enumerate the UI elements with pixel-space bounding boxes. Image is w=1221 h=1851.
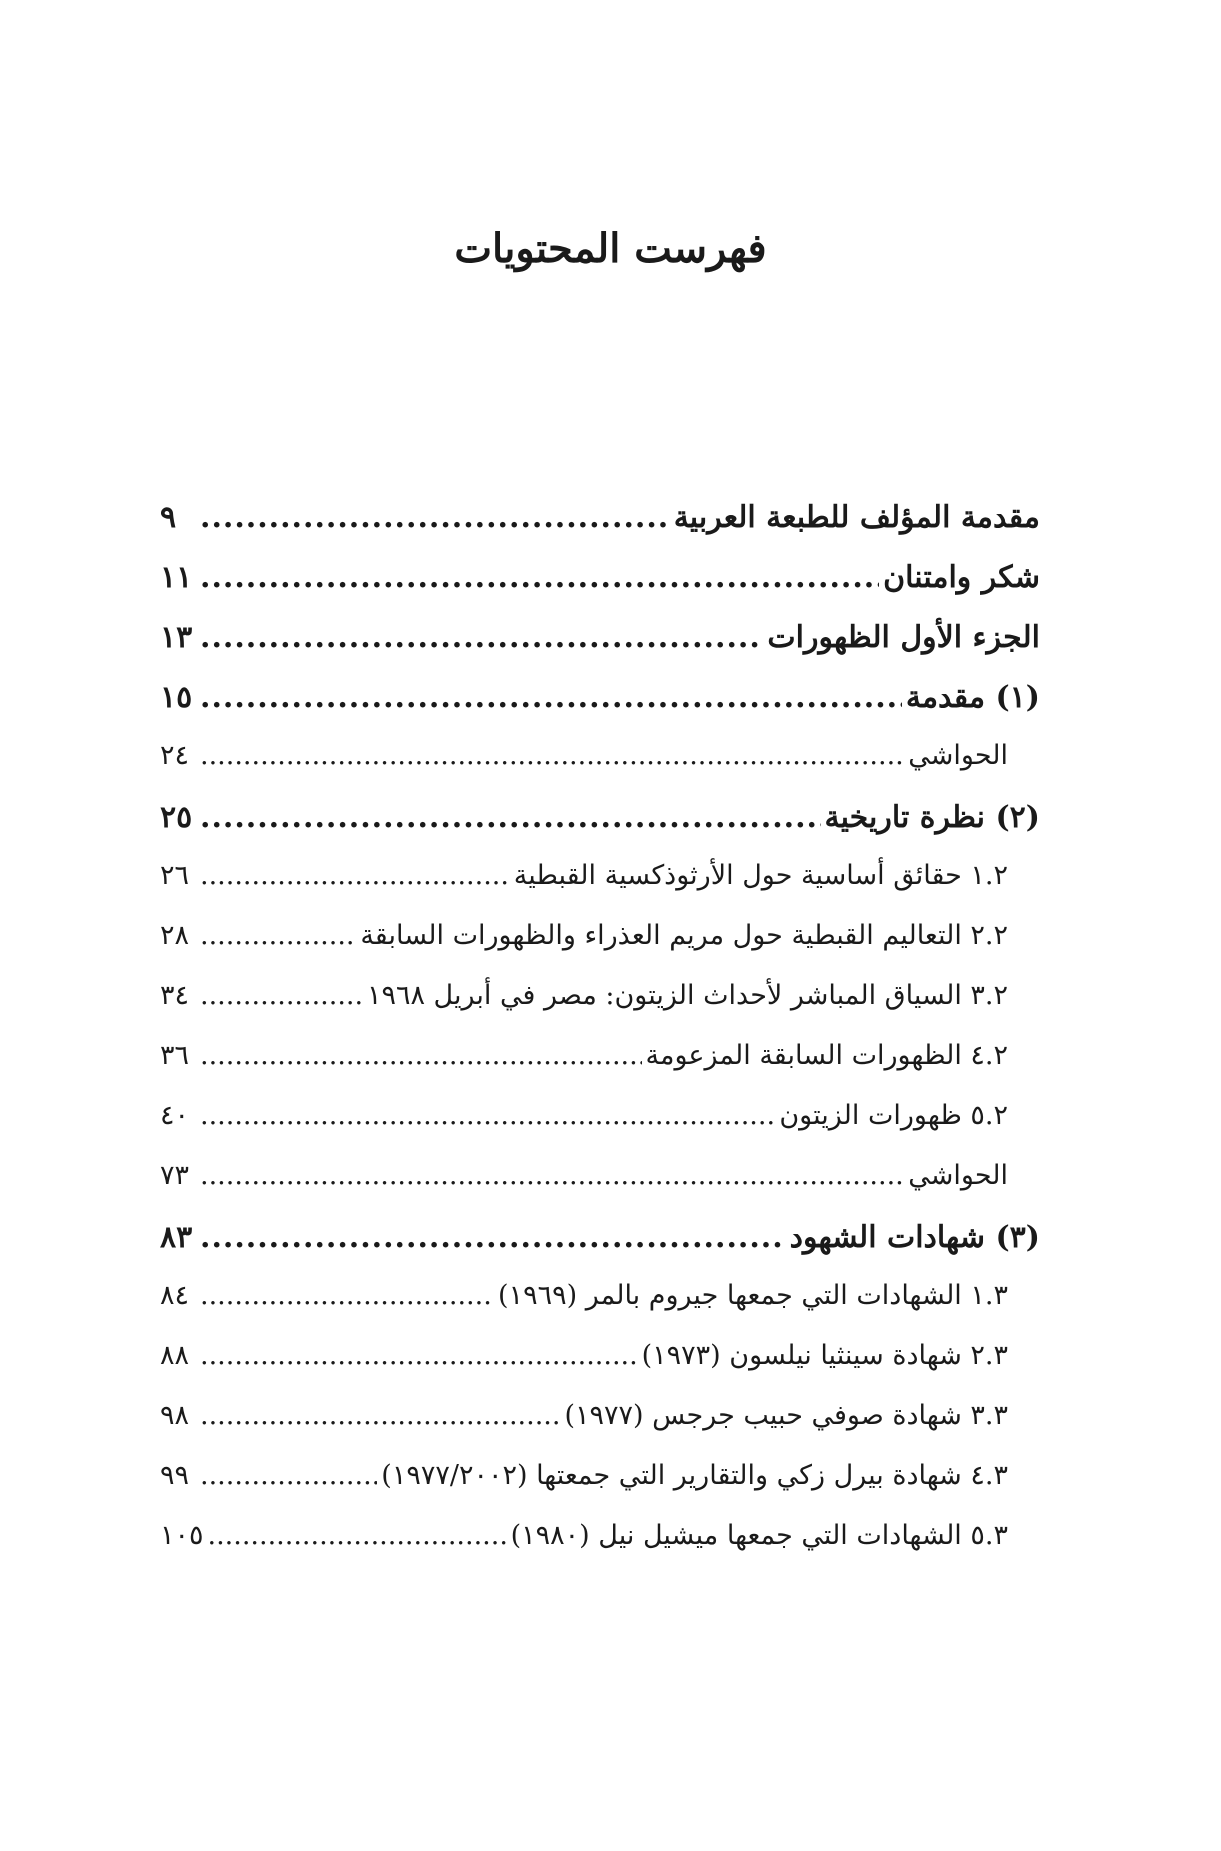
toc-entry-page-number: ٢٦ [160, 860, 190, 891]
toc-entry[interactable] [160, 1460, 1008, 1504]
toc-entry-label: ٥.٢ ظهورات الزيتون [779, 1100, 1008, 1131]
toc-entry[interactable] [160, 740, 1008, 784]
toc-entry-page-number: ٧٣ [160, 1160, 190, 1191]
dot-leader [200, 1040, 642, 1071]
toc-entry[interactable] [160, 1340, 1008, 1384]
dot-leader [200, 1280, 494, 1311]
toc-entry-label: الجزء الأول الظهورات [767, 620, 1040, 655]
toc-entry-label: شكر وامتنان [883, 560, 1040, 595]
toc-entry-page-number: ١٠٥ [160, 1520, 204, 1551]
dot-leader [200, 1220, 786, 1255]
dot-leader [200, 800, 821, 835]
dot-leader [200, 920, 356, 951]
dot-leader [200, 1400, 560, 1431]
toc-entry[interactable] [160, 1040, 1008, 1084]
toc-entry-label: ١.٢ حقائق أساسية حول الأرثوذكسية القبطية [513, 860, 1008, 891]
page-title: فهرست المحتويات [454, 225, 767, 272]
toc-entry-label: الحواشي [908, 740, 1008, 771]
dot-leader [200, 1460, 377, 1491]
toc-entry[interactable] [160, 1220, 1040, 1264]
toc-entry[interactable] [160, 1280, 1008, 1324]
toc-entry[interactable] [160, 1160, 1008, 1204]
toc-entry-label: مقدمة المؤلف للطبعة العربية [673, 500, 1040, 535]
toc-entry-page-number: ٤٠ [160, 1100, 190, 1131]
toc-entry-page-number: ١٥ [160, 680, 193, 715]
toc-entry-label: ١.٣ الشهادات التي جمعها جيروم بالمر (١٩٦٩) [498, 1280, 1008, 1311]
toc-entry-page-number: ٢٤ [160, 740, 190, 771]
toc-entry-label: (٢) نظرة تاريخية [824, 800, 1040, 835]
toc-entry-label: ٣.٣ شهادة صوفي حبيب جرجس (١٩٧٧) [564, 1400, 1008, 1431]
toc-entry[interactable] [160, 500, 1040, 544]
toc-entry-label: ٢.٢ التعاليم القبطية حول مريم العذراء والظهورات السابقة [360, 920, 1008, 951]
toc-entry-page-number: ٨٨ [160, 1340, 190, 1371]
toc-entry-label: ٢.٣ شهادة سينثيا نيلسون (١٩٧٣) [641, 1340, 1008, 1371]
dot-leader [200, 860, 510, 891]
toc-entry[interactable] [160, 800, 1040, 844]
dot-leader [200, 560, 879, 595]
dot-leader [200, 740, 904, 771]
toc-entry[interactable] [160, 920, 1008, 964]
toc-entry[interactable] [160, 620, 1040, 664]
dot-leader [208, 1520, 507, 1551]
toc-entry-label: ٣.٢ السياق المباشر لأحداث الزيتون: مصر في أبريل ١٩٦٨ [366, 980, 1008, 1011]
toc-entry-page-number: ١٣ [160, 620, 193, 655]
dot-leader [200, 1340, 638, 1371]
toc-entry-page-number: ٩ [160, 500, 177, 535]
toc-entry-label: ٥.٣ الشهادات التي جمعها ميشيل نيل (١٩٨٠) [510, 1520, 1008, 1551]
toc-entry-page-number: ٩٩ [160, 1460, 190, 1491]
toc-entry-page-number: ٨٤ [160, 1280, 190, 1311]
dot-leader [200, 980, 363, 1011]
toc-entry-page-number: ٣٦ [160, 1040, 190, 1071]
toc-entry-page-number: ١١ [160, 560, 193, 595]
toc-entry-label: الحواشي [908, 1160, 1008, 1191]
dot-leader [200, 1160, 904, 1191]
toc-entry-page-number: ٣٤ [160, 980, 190, 1011]
toc-entry[interactable] [160, 1520, 1008, 1564]
toc-entry[interactable] [160, 860, 1008, 904]
dot-leader [200, 680, 902, 715]
toc-entry[interactable] [160, 1400, 1008, 1444]
toc-entry-page-number: ٨٣ [160, 1220, 193, 1255]
toc-entry-page-number: ٩٨ [160, 1400, 190, 1431]
dot-leader [200, 1100, 775, 1131]
dot-leader [200, 500, 670, 535]
toc-entry-label: ٤.٣ شهادة بيرل زكي والتقارير التي جمعتها (١٩٧٧/٢٠٠٢) [381, 1460, 1008, 1491]
toc-entry-page-number: ٢٥ [160, 800, 193, 835]
toc-entry[interactable] [160, 980, 1008, 1024]
toc-entry[interactable] [160, 1100, 1008, 1144]
dot-leader [200, 620, 763, 655]
toc-entry-label: (٣) شهادات الشهود [789, 1220, 1040, 1255]
toc-entry[interactable] [160, 680, 1040, 724]
toc-entry-page-number: ٢٨ [160, 920, 190, 951]
toc-entry-label: (١) مقدمة [905, 680, 1040, 715]
toc-entry-label: ٤.٢ الظهورات السابقة المزعومة [645, 1040, 1008, 1071]
toc-entry[interactable] [160, 560, 1040, 604]
